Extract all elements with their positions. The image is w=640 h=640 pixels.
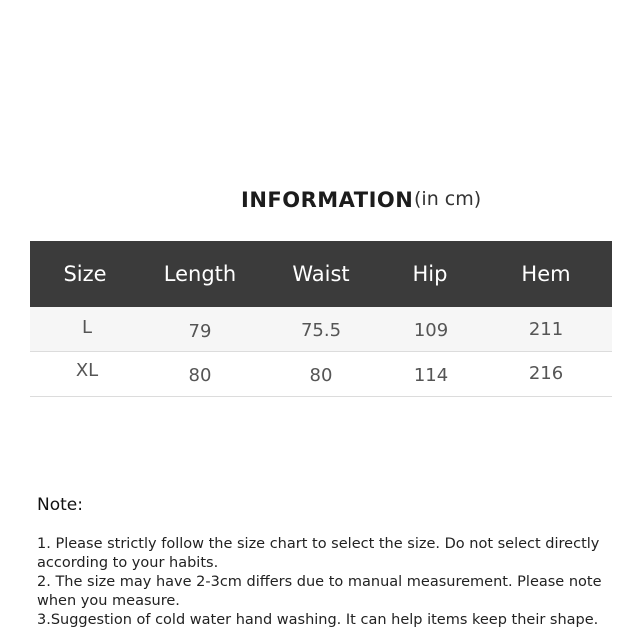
cell-length: 79 bbox=[188, 321, 212, 342]
column-header-hip: Hip bbox=[412, 262, 448, 286]
notes-list bbox=[37, 535, 607, 630]
table-row bbox=[30, 307, 612, 352]
column-header-waist: Waist bbox=[292, 262, 350, 286]
cell-hip: 114 bbox=[413, 365, 449, 386]
column-header-hem: Hem bbox=[521, 262, 571, 286]
table-header bbox=[30, 241, 612, 307]
column-header-size: Size bbox=[63, 262, 107, 286]
table-row bbox=[30, 352, 612, 397]
size-table bbox=[30, 241, 612, 397]
cell-size: L bbox=[81, 317, 93, 338]
note-item-1: 1. Please strictly follow the size chart to select the size. Do not select directly according to your habits. bbox=[37, 536, 600, 571]
cell-waist: 75.5 bbox=[300, 320, 342, 341]
page-title: INFORMATION bbox=[241, 188, 414, 212]
cell-size: XL bbox=[75, 360, 99, 381]
cell-length: 80 bbox=[188, 365, 212, 386]
cell-hip: 109 bbox=[413, 320, 449, 341]
unit-label: (in cm) bbox=[414, 188, 482, 210]
note-item-3: 3.Suggestion of cold water hand washing. It can help items keep their shape. bbox=[37, 612, 599, 628]
cell-waist: 80 bbox=[309, 365, 333, 386]
cell-hem: 216 bbox=[528, 363, 564, 384]
note-item-2: 2. The size may have 2-3cm differs due to manual measurement. Please note when you measure. bbox=[37, 574, 602, 609]
note-heading: Note: bbox=[37, 495, 83, 515]
cell-hem: 211 bbox=[528, 319, 564, 340]
column-header-length: Length bbox=[163, 262, 237, 286]
